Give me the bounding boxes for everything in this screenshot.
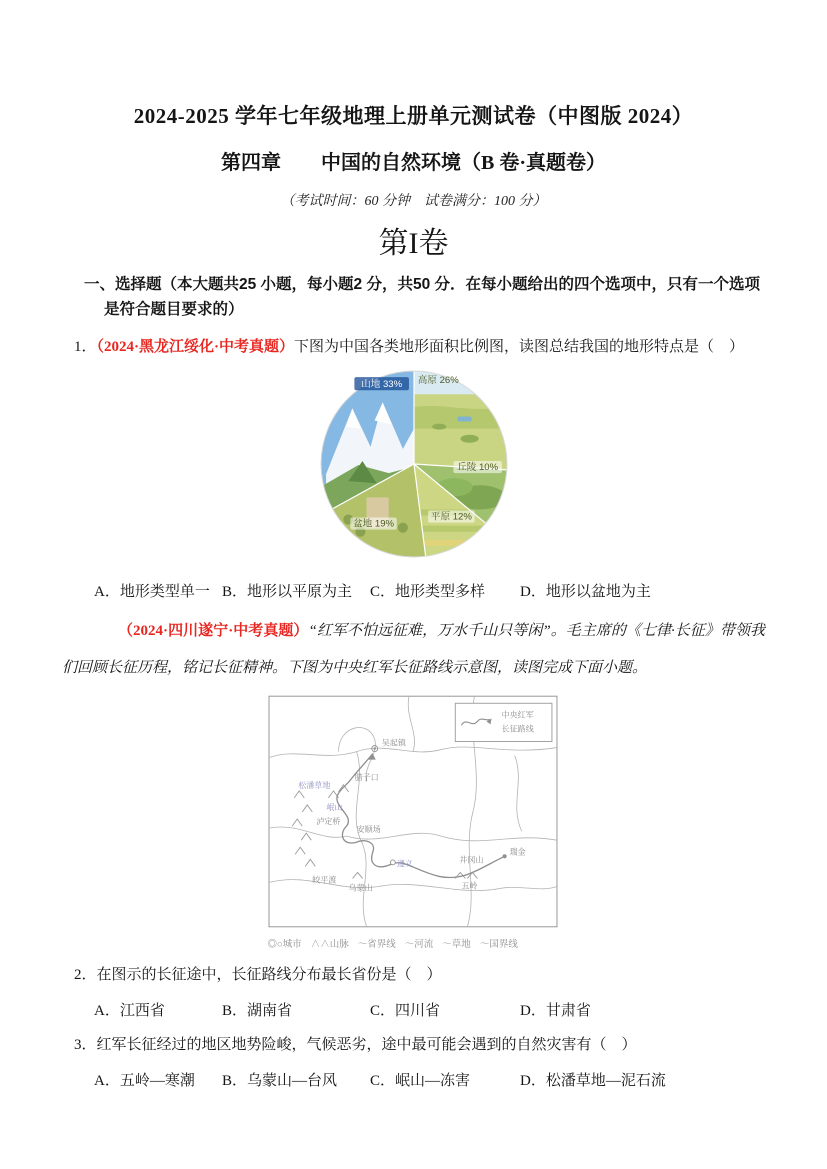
- legend-river: ～河流: [404, 938, 434, 950]
- map-bottom-legend: [268, 936, 560, 950]
- terrain-pie-chart: [318, 368, 510, 565]
- question-2-stem: 在图示的长征途中，长征路线分布最长省份是（ ）: [96, 966, 442, 983]
- q3-option-a: A．五岭—寒潮: [94, 1072, 195, 1089]
- pie-label-pendi: 盆地 19%: [352, 518, 394, 530]
- pie-label-pingyuan: 平原 12%: [430, 511, 472, 523]
- q1-option-d: D．地形以盆地为主: [520, 584, 651, 601]
- legend-province-border: ～省界线: [357, 938, 396, 950]
- question-2: [62, 963, 765, 984]
- question-1-source: （2024·黑龙江绥化·中考真题）: [96, 339, 295, 356]
- map-label-wumengshan: 乌蒙山: [348, 883, 373, 893]
- doc-title: 2024-2025 学年七年级地理上册单元测试卷（中图版 2024）: [133, 104, 694, 128]
- q1-option-c: C．地形类型多样: [370, 584, 486, 601]
- group2-intro: [62, 613, 765, 687]
- legend-city: ◎○城市: [267, 938, 302, 950]
- q1-option-a: A．地形类型单一: [94, 584, 210, 601]
- question-1-stem: 下图为中国各类地形面积比例图，读图总结我国的地形特点是（ ）: [294, 339, 745, 356]
- map-label-wuling: 五岭: [460, 881, 477, 891]
- map-marker-zunyi: [390, 860, 395, 865]
- map-marker-wuqizhen-inner: [373, 747, 375, 749]
- map-marker-ruijin: [502, 854, 506, 858]
- pie-label-qiuling: 丘陵 10%: [456, 462, 498, 474]
- legend-national-border: ～国界线: [479, 938, 518, 950]
- exam-info: （考试时间：60 分钟 试卷满分：100 分）: [280, 194, 547, 209]
- group2-source: （2024·四川遂宁·中考真题）: [118, 623, 309, 640]
- long-march-map-svg: [268, 695, 560, 929]
- section-heading: [62, 272, 765, 322]
- question-3: [62, 1033, 765, 1054]
- question-1: [62, 335, 765, 356]
- map-label-ruijin: 瑞金: [509, 847, 526, 857]
- legend-mountain-range: ∧∧山脉: [310, 938, 349, 950]
- q3-option-d: D．松潘草地—泥石流: [520, 1072, 666, 1089]
- map-legend-line2: 长征路线: [501, 724, 534, 734]
- q3-option-c: C．岷山—冻害: [370, 1072, 471, 1089]
- group2-text: “红军不怕远征难，万水千山只等闲”。毛主席的《七律·长征》带领我们回顾长征历程，铭记长征精神。下图为中央红军长征路线示意图，读图完成下面小题。: [62, 623, 765, 676]
- q2-option-a: A．江西省: [94, 1002, 165, 1019]
- chapter-title: 第四章 中国的自然环境（B 卷·真题卷）: [220, 152, 606, 174]
- question-2-options: [94, 999, 765, 1020]
- map-label-ludingqiao: 泸定桥: [315, 816, 340, 826]
- q2-option-c: C．四川省: [370, 1002, 441, 1019]
- map-label-zunyi: 遵义: [396, 859, 413, 869]
- map-label-anshunchang: 安顺场: [356, 824, 381, 834]
- long-march-map: [268, 695, 560, 950]
- question-3-number: 3．: [74, 1036, 97, 1053]
- question-1-number: 1．: [74, 339, 97, 356]
- q3-option-b: B．乌蒙山—台风: [222, 1072, 338, 1089]
- q2-option-b: B．湖南省: [222, 1002, 293, 1019]
- question-3-options: [94, 1069, 765, 1090]
- section-heading-text: 一、选择题（本大题共25 小题，每小题2 分，共50 分．在每小题给出的四个选项中，只有一个选项是符合题目要求的）: [84, 276, 761, 319]
- pie-label-gaoyuan: 高原 26%: [417, 375, 459, 387]
- question-2-number: 2．: [74, 966, 97, 983]
- q2-option-d: D．甘肃省: [520, 1002, 591, 1019]
- map-label-songpancaodi: 松潘草地: [297, 780, 330, 790]
- part-title: 第I卷: [378, 227, 449, 260]
- pie-label-shandi: 山地 33%: [360, 379, 402, 391]
- terrain-pie-svg: [318, 368, 510, 560]
- map-label-lazikou: 腊子口: [354, 772, 379, 782]
- q1-option-b: B．地形以平原为主: [222, 584, 353, 601]
- legend-grassland: ～草地: [442, 938, 471, 950]
- map-label-jiaopingdu: 皎平渡: [311, 875, 336, 885]
- map-label-jinggangshan: 井冈山: [458, 855, 483, 865]
- map-legend-line1: 中央红军: [501, 710, 534, 720]
- question-1-options: [94, 580, 765, 601]
- map-label-minshan: 岷山: [325, 802, 342, 812]
- question-3-stem: 红军长征经过的地区地势险峻，气候恶劣，途中最可能会遇到的自然灾害有（ ）: [96, 1036, 637, 1053]
- map-label-wuqizhen: 吴起镇: [381, 738, 406, 748]
